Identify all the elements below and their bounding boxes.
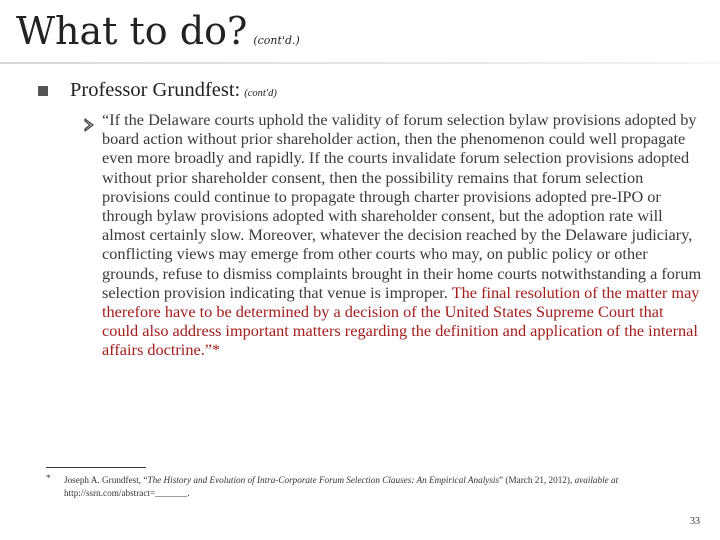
quote-paragraph bbox=[102, 110, 702, 360]
footnote-author: Joseph A. Grundfest, “ bbox=[64, 475, 148, 485]
slide-title-continued: (cont'd.) bbox=[253, 34, 300, 47]
quote-highlight-text: The final resolution of the matter may therefore have to be determined by a decision of the United States Supreme Court that could also address important matters regarding the definition and application of the internal affairs doctrine.”* bbox=[102, 282, 700, 360]
page-number: 33 bbox=[690, 516, 700, 527]
square-bullet-icon bbox=[38, 86, 48, 96]
slide-title-main: What to do? bbox=[16, 9, 248, 53]
footnote-marker: * bbox=[46, 474, 51, 484]
footnote-available-at: available at bbox=[574, 475, 619, 485]
footnote-date: ” (March 21, 2012), bbox=[499, 475, 575, 485]
footnote-title: The History and Evolution of Intra-Corporate Forum Selection Clauses: An Empirical Analysis bbox=[147, 475, 500, 485]
quote-text: “If the Delaware courts uphold the validity of forum selection bylaw provisions adopted by board action without prior shareholder action, then the phenomenon could well propagate even more broadly and rapidly. If the courts invalidate forum selection provisions adopted without prior shareholder consent, then the possibility remains that forum selection provisions could continue to propagate through charter provisions adopted pre-IPO or through bylaw provisions adopted with shareholder consent, but the adoption rate will almost certainly slow. Moreover, whatever the decision reached by the Delaware judiciary, conflicting views may emerge from other courts who may, on public policy or other grounds, refuse to dismiss complaints brought in their home courts notwithstanding a forum selection provision indicating that venue is improper. bbox=[102, 110, 702, 302]
arrow-bullet-icon bbox=[84, 118, 94, 132]
bullet-heading-main: Professor Grundfest: bbox=[70, 79, 241, 101]
footnote-url: http://ssrn.com/abstract=_______. bbox=[64, 488, 190, 498]
footnote bbox=[64, 474, 714, 500]
bullet-heading bbox=[70, 79, 277, 102]
title-divider bbox=[0, 62, 720, 64]
footnote-divider bbox=[46, 467, 146, 468]
bullet-heading-continued: (cont'd) bbox=[244, 88, 277, 99]
slide-title bbox=[16, 9, 300, 53]
